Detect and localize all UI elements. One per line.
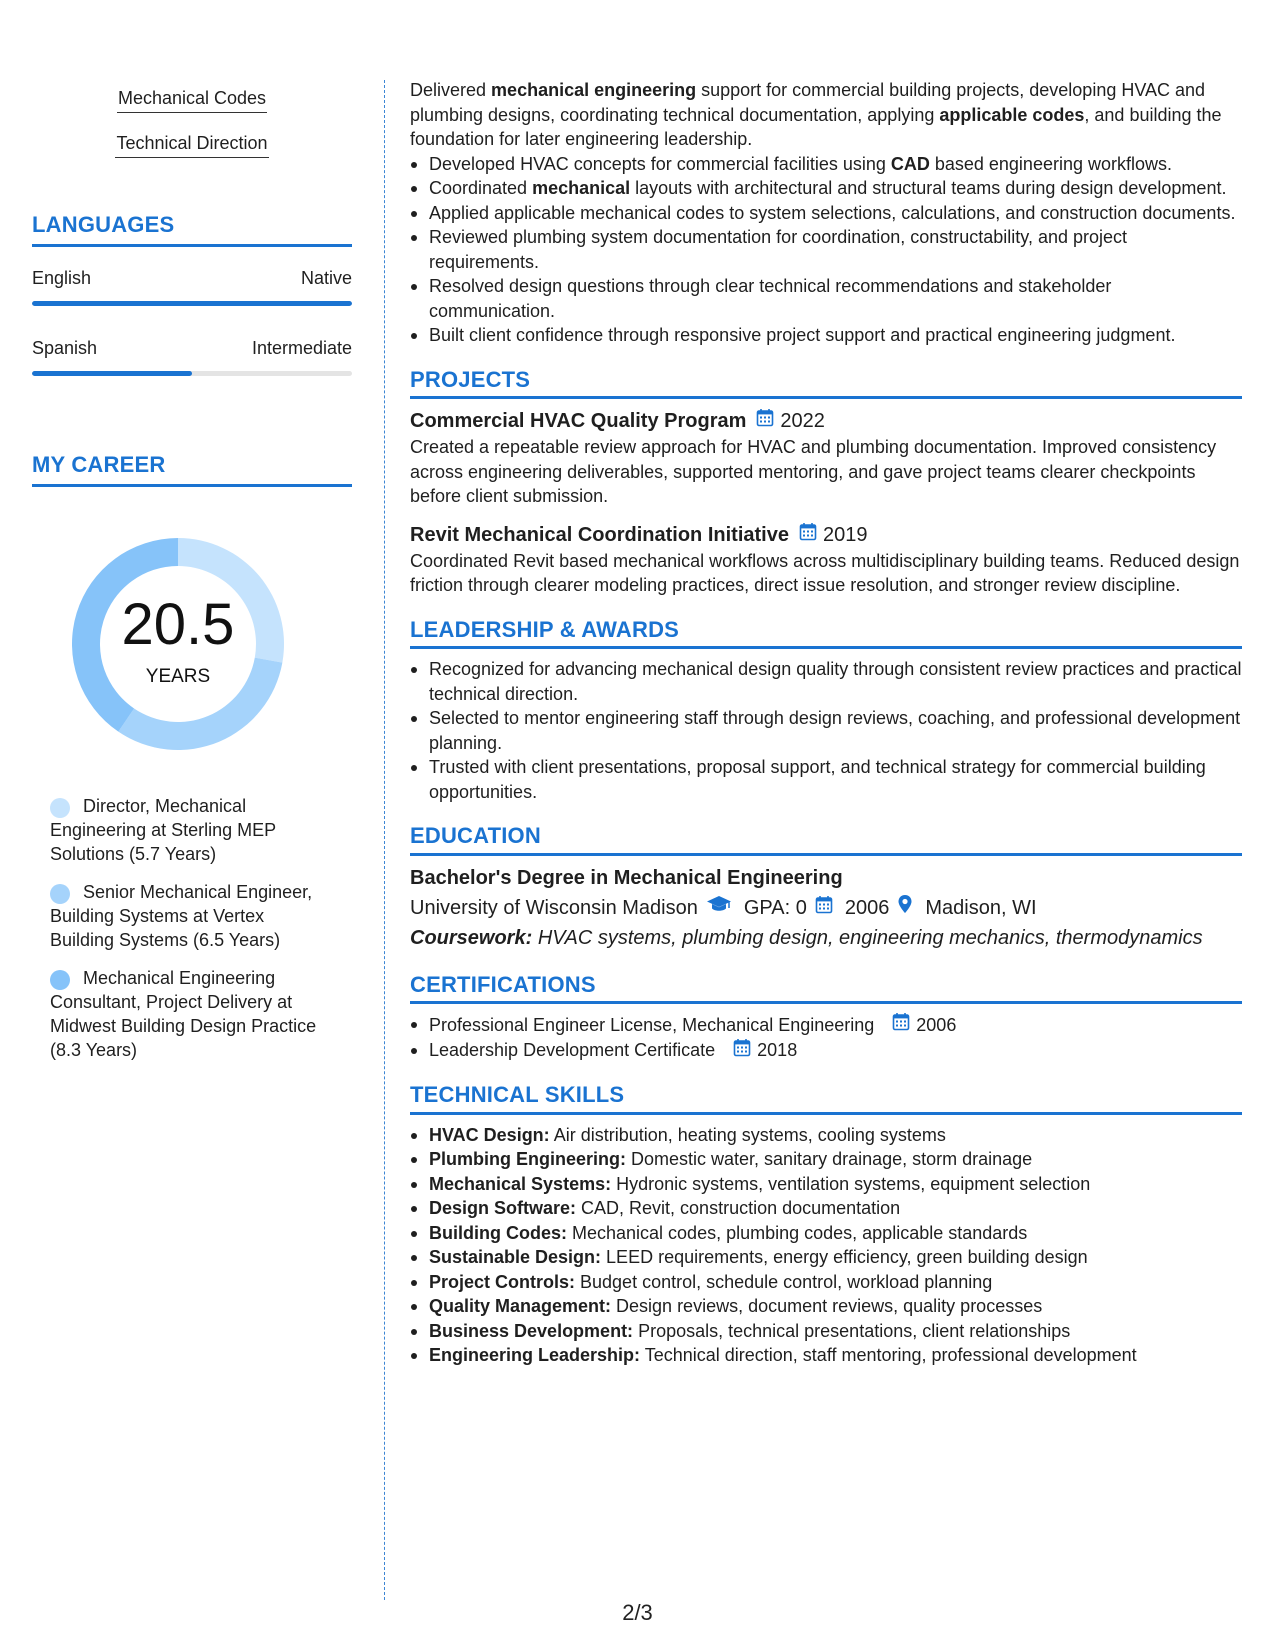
list-item xyxy=(410,323,1242,348)
languages-heading: LANGUAGES xyxy=(32,212,352,247)
legend-dot-icon xyxy=(50,798,70,818)
career-total-unit: YEARS xyxy=(145,666,211,687)
leadership-section xyxy=(410,618,1242,805)
skill-category: Design Software: xyxy=(429,1198,577,1218)
skill-item xyxy=(410,1319,1242,1344)
location-pin-icon xyxy=(897,893,913,923)
project-description: Created a repeatable review approach for HVAC and plumbing documentation. Improved consistency across engineering deliverables, supported mentoring, and gave project teams clearer checkpoints before client submission. xyxy=(410,437,1217,506)
gpa: GPA: 0 xyxy=(743,896,807,919)
list-item xyxy=(410,225,1242,274)
certification-name: Professional Engineer License, Mechanical Engineering xyxy=(429,1014,875,1035)
certifications-section xyxy=(410,973,1242,1064)
career-heading: MY CAREER xyxy=(32,452,352,487)
calendar-icon xyxy=(799,521,817,549)
career-entry xyxy=(50,880,330,952)
list-item: Trusted with client presentations, proposal support, and technical strategy for commercial building opportunities. xyxy=(410,755,1242,804)
experience-detail xyxy=(410,78,1242,348)
emphasis-text: mechanical engineering xyxy=(491,80,697,100)
emphasis-text: mechanical xyxy=(532,178,631,198)
language-name: Spanish xyxy=(32,338,98,358)
project-year: 2022 xyxy=(780,410,825,432)
school-group xyxy=(410,893,732,923)
language-level: Intermediate xyxy=(251,338,352,358)
graduation-year: 2006 xyxy=(844,896,890,919)
list-item xyxy=(410,152,1242,177)
school-location: Madison, WI xyxy=(925,896,1037,919)
language-proficiency-fill xyxy=(32,301,352,306)
leadership-list xyxy=(410,657,1242,804)
calendar-icon xyxy=(733,1038,751,1064)
certifications-list xyxy=(410,1012,1242,1063)
skill-tag-label: Technical Direction xyxy=(115,133,268,158)
text-run: , and building the foundation for later engineering leadership. xyxy=(410,104,1222,149)
main-content xyxy=(410,78,1242,1368)
skill-values: Design reviews, document reviews, quality processes xyxy=(611,1296,1043,1316)
skill-item xyxy=(410,1245,1242,1270)
list-item: Selected to mentor engineering staff through design reviews, coaching, and professional development planning. xyxy=(410,706,1242,755)
list-item xyxy=(410,176,1242,201)
project-year: 2019 xyxy=(822,523,868,546)
graduation-cap-icon xyxy=(706,893,732,923)
skill-category: Business Development: xyxy=(429,1320,634,1341)
gpa-group xyxy=(744,893,833,923)
coursework-label: Coursework: xyxy=(410,926,533,949)
skill-values: Technical direction, staff mentoring, professional development xyxy=(640,1345,1137,1365)
career-total-years: 20.5 xyxy=(121,592,235,657)
project-title: Revit Mechanical Coordination Initiative xyxy=(410,523,789,546)
language-level: Native xyxy=(300,268,352,288)
skill-item xyxy=(410,1172,1242,1197)
skill-tag-label: Mechanical Codes xyxy=(117,88,267,113)
text-run: Reviewed plumbing system documentation for coordination, constructability, and project requirements. xyxy=(429,227,1128,272)
text-run: Delivered xyxy=(410,80,492,100)
skills-heading: TECHNICAL SKILLS xyxy=(410,1083,1242,1115)
skill-values: LEED requirements, energy efficiency, green building design xyxy=(601,1247,1088,1267)
skill-values: Budget control, schedule control, workload planning xyxy=(575,1271,993,1292)
career-entry xyxy=(50,794,330,866)
career-entry-text: Mechanical Engineering Consultant, Project Delivery at Midwest Building Design Practice (8.3 Years) xyxy=(50,968,317,1060)
calendar-icon xyxy=(756,407,774,435)
project-title-row xyxy=(410,407,1242,435)
career-entry-text: Director, Mechanical Engineering at Sterling MEP Solutions (5.7 Years) xyxy=(50,796,276,864)
skill-category: Mechanical Systems: xyxy=(429,1173,612,1194)
column-divider xyxy=(384,80,385,1600)
skill-item xyxy=(410,1270,1242,1295)
skill-values: Mechanical codes, plumbing codes, applicable standards xyxy=(567,1222,1028,1243)
project-title-row xyxy=(410,521,1242,549)
projects-heading: PROJECTS xyxy=(410,368,1242,400)
skill-category: Plumbing Engineering: xyxy=(429,1149,626,1169)
degree-title: Bachelor's Degree in Mechanical Engineering xyxy=(410,866,843,889)
text-run: Built client confidence through responsive project support and practical engineering judgment. xyxy=(429,325,1176,345)
skills-section xyxy=(410,1083,1242,1368)
language-proficiency-bar xyxy=(32,371,352,376)
calendar-icon xyxy=(892,1012,910,1038)
projects-section xyxy=(410,368,1242,598)
text-run: Developed HVAC concepts for commercial facilities using xyxy=(429,153,891,174)
skill-item xyxy=(410,1343,1242,1368)
text-run: based engineering workflows. xyxy=(929,153,1172,174)
project-title: Commercial HVAC Quality Program xyxy=(410,410,747,432)
school-name: University of Wisconsin Madison xyxy=(410,896,698,919)
career-donut-chart xyxy=(66,532,290,756)
skill-item xyxy=(410,1221,1242,1246)
leadership-heading: LEADERSHIP & AWARDS xyxy=(410,618,1242,650)
certification-item xyxy=(410,1038,1242,1064)
career-entry xyxy=(50,966,330,1062)
skill-item xyxy=(410,1147,1242,1172)
certifications-heading: CERTIFICATIONS xyxy=(410,973,1242,1005)
certification-item xyxy=(410,1012,1242,1038)
skill-values: Air distribution, heating systems, cooling systems xyxy=(549,1124,946,1145)
education-meta xyxy=(410,893,1242,923)
education-heading: EDUCATION xyxy=(410,824,1242,856)
page-number: 2/3 xyxy=(622,1600,653,1625)
skill-category: Quality Management: xyxy=(429,1296,612,1316)
skill-item xyxy=(410,1196,1242,1221)
project-date xyxy=(799,521,868,549)
language-proficiency-bar xyxy=(32,301,352,306)
coursework xyxy=(410,923,1242,953)
text-run: Resolved design questions through clear technical recommendations and stakeholder communication. xyxy=(429,276,1112,321)
list-item: Recognized for advancing mechanical design quality through consistent review practices and practical technical direction. xyxy=(410,657,1242,706)
career-entry-text: Senior Mechanical Engineer, Building Systems at Vertex Building Systems (6.5 Years) xyxy=(50,882,313,950)
language-name: English xyxy=(32,268,92,288)
year-group xyxy=(845,893,914,923)
project-description: Coordinated Revit based mechanical workflows across multidisciplinary building teams. Reduced design friction through clearer modeling practices, direct issue resolution, and stronger review discipline. xyxy=(410,550,1240,595)
text-run: Coordinated xyxy=(429,178,533,198)
skill-item xyxy=(410,1294,1242,1319)
list-item xyxy=(410,274,1242,323)
legend-dot-icon xyxy=(50,970,70,990)
certification-year: 2018 xyxy=(757,1040,798,1060)
skill-tag xyxy=(32,88,352,113)
project-item xyxy=(410,407,1242,509)
calendar-icon xyxy=(815,893,833,923)
skill-values: Proposals, technical presentations, client relationships xyxy=(633,1320,1071,1341)
skill-values: CAD, Revit, construction documentation xyxy=(576,1198,901,1218)
emphasis-text: applicable codes xyxy=(939,104,1085,125)
experience-summary xyxy=(410,78,1242,152)
experience-bullets xyxy=(410,152,1242,348)
text-run: Applied applicable mechanical codes to system selections, calculations, and construction documents. xyxy=(429,202,1236,223)
skill-category: Project Controls: xyxy=(429,1271,576,1292)
emphasis-text: CAD xyxy=(890,153,930,174)
text-run: support for commercial building projects, developing HVAC and plumbing designs, coordinating technical documentation, applying xyxy=(410,80,1206,125)
legend-dot-icon xyxy=(50,884,70,904)
skill-tag xyxy=(32,133,352,158)
skill-values: Domestic water, sanitary drainage, storm drainage xyxy=(626,1149,1033,1169)
education-section xyxy=(410,824,1242,953)
skills-list xyxy=(410,1123,1242,1368)
text-run: layouts with architectural and structural teams during design development. xyxy=(630,178,1227,198)
language-proficiency-fill xyxy=(32,371,192,376)
coursework-list: HVAC systems, plumbing design, engineering mechanics, thermodynamics xyxy=(537,926,1203,949)
certification-year: 2006 xyxy=(916,1014,957,1035)
certification-name: Leadership Development Certificate xyxy=(429,1040,716,1060)
skill-category: HVAC Design: xyxy=(429,1124,550,1145)
list-item xyxy=(410,201,1242,226)
project-item xyxy=(410,521,1242,598)
project-date xyxy=(756,407,825,435)
skill-category: Building Codes: xyxy=(429,1222,567,1243)
skill-category: Sustainable Design: xyxy=(429,1247,602,1267)
skill-item xyxy=(410,1123,1242,1148)
skill-category: Engineering Leadership: xyxy=(429,1345,641,1365)
skill-values: Hydronic systems, ventilation systems, equipment selection xyxy=(611,1173,1091,1194)
